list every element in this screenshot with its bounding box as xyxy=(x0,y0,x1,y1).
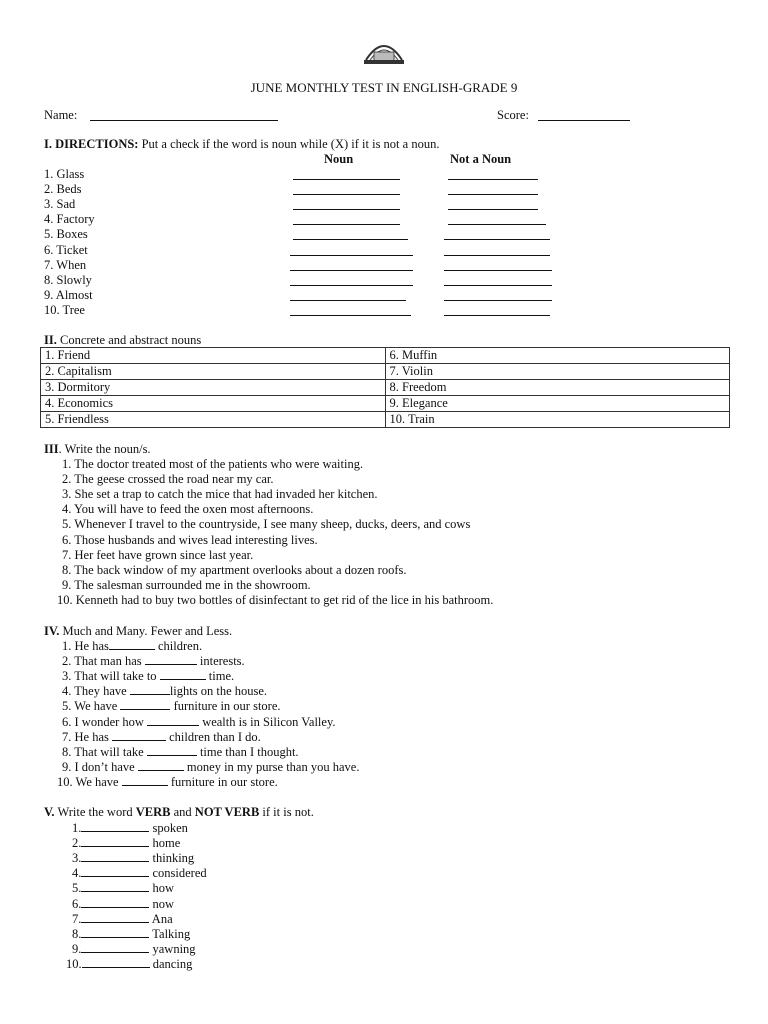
section-5-not-verb: NOT VERB xyxy=(194,805,260,819)
table-cell-left: 1. Friend xyxy=(41,348,386,364)
table-row xyxy=(41,364,730,380)
section-5-text-1: Write the word xyxy=(57,805,136,819)
table-row xyxy=(41,396,730,412)
not-noun-answer-line[interactable] xyxy=(444,239,550,240)
table-row xyxy=(41,380,730,396)
section-3-heading xyxy=(44,442,151,457)
answer-blank[interactable] xyxy=(160,668,206,680)
answer-blank[interactable] xyxy=(147,714,199,726)
section-5-item-word: considered xyxy=(149,866,207,881)
table-cell-right: 6. Muffin xyxy=(385,348,730,364)
noun-answer-line[interactable] xyxy=(290,285,413,286)
section-4-item xyxy=(62,698,281,714)
section-1-item: 5. Boxes xyxy=(44,227,88,242)
section-3-number: III xyxy=(44,442,59,456)
section-1-item: 7. When xyxy=(44,257,87,272)
section-4-item xyxy=(57,774,278,790)
section-3-item: 4. You will have to feed the oxen most afternoons. xyxy=(62,502,314,517)
nouns-table xyxy=(40,347,730,428)
section-5-verb: VERB xyxy=(135,805,171,819)
section-5-item-word: spoken xyxy=(149,821,188,835)
section-2-text: Concrete and abstract nouns xyxy=(59,333,202,347)
section-5-item-word: now xyxy=(149,896,175,911)
answer-blank[interactable] xyxy=(81,835,149,847)
section-4-item-start: 10. We have xyxy=(57,774,122,789)
section-5-item-number: 3. xyxy=(72,851,82,866)
section-1-directions xyxy=(44,137,439,152)
section-5-item xyxy=(72,835,180,851)
noun-answer-line[interactable] xyxy=(293,179,400,180)
noun-answer-line[interactable] xyxy=(293,239,408,240)
score-label: Score: xyxy=(497,108,529,122)
section-1-item: 6. Ticket xyxy=(44,242,88,257)
noun-answer-line[interactable] xyxy=(290,255,413,256)
section-4-item-end: lights on the house. xyxy=(169,684,268,699)
table-row xyxy=(41,412,730,428)
answer-blank[interactable] xyxy=(147,744,197,756)
section-1-item: 8. Slowly xyxy=(44,272,92,287)
table-cell-left: 2. Capitalism xyxy=(41,364,386,380)
answer-blank[interactable] xyxy=(81,941,149,953)
noun-answer-line[interactable] xyxy=(293,224,400,225)
section-1-number: I. DIRECTIONS: xyxy=(44,137,139,151)
column-header-noun: Noun xyxy=(324,152,354,166)
column-header-not-noun: Not a Noun xyxy=(450,152,512,166)
not-noun-answer-line[interactable] xyxy=(448,209,538,210)
noun-answer-line[interactable] xyxy=(293,209,400,210)
section-4-item-start: 6. I wonder how xyxy=(62,714,148,729)
test-title: JUNE MONTHLY TEST IN ENGLISH-GRADE 9 xyxy=(250,80,518,95)
section-4-item-start: 5. We have xyxy=(62,699,121,714)
section-5-text-3: if it is not. xyxy=(259,805,314,819)
section-4-item xyxy=(62,653,245,669)
not-noun-answer-line[interactable] xyxy=(444,300,552,301)
answer-blank[interactable] xyxy=(81,896,149,908)
section-1-item: 9. Almost xyxy=(44,287,93,302)
section-4-number: IV. xyxy=(44,624,60,638)
section-3-item: 5. Whenever I travel to the countryside, I see many sheep, ducks, deers, and cows xyxy=(62,517,471,532)
section-5-item-number: 7. xyxy=(72,911,82,926)
answer-blank[interactable] xyxy=(120,698,170,710)
name-field-line[interactable] xyxy=(90,120,278,121)
section-5-item xyxy=(72,926,190,942)
table-cell-right: 8. Freedom xyxy=(385,380,730,396)
section-1-item: 1. Glass xyxy=(44,167,85,181)
section-5-heading xyxy=(44,805,314,820)
section-5-item-number: 2. xyxy=(72,836,82,851)
section-3-item: 9. The salesman surrounded me in the showroom. xyxy=(62,577,311,592)
section-5-item xyxy=(72,820,188,836)
section-3-text: . Write the noun/s. xyxy=(58,442,151,456)
answer-blank[interactable] xyxy=(81,911,149,923)
section-5-item-word: how xyxy=(149,881,175,896)
section-3-item: 7. Her feet have grown since last year. xyxy=(62,547,254,562)
section-1-item: 2. Beds xyxy=(44,182,82,197)
section-4-item-start: 3. That will take to xyxy=(62,669,160,684)
section-5-item-word: home xyxy=(149,836,181,851)
section-5-item-word: Talking xyxy=(149,926,191,941)
section-1-item: 4. Factory xyxy=(44,212,95,227)
section-4-item xyxy=(62,714,336,730)
section-1-text: Put a check if the word is noun while (X) if it is not a noun. xyxy=(141,137,440,151)
section-5-item-number: 5. xyxy=(72,881,82,896)
section-4-item xyxy=(62,683,267,699)
section-5-item xyxy=(66,956,192,972)
section-4-item-start: 8. That will take xyxy=(62,744,147,759)
section-5-item-word: yawning xyxy=(149,941,196,956)
name-label: Name: xyxy=(44,108,78,122)
answer-blank[interactable] xyxy=(122,774,168,786)
section-4-item-start: 7. He has xyxy=(62,729,112,744)
section-4-item-end: children than I do. xyxy=(166,729,261,744)
answer-blank[interactable] xyxy=(145,653,197,665)
score-field-line[interactable] xyxy=(538,120,630,121)
answer-blank[interactable] xyxy=(81,926,149,938)
table-cell-left: 3. Dormitory xyxy=(41,380,386,396)
section-5-text-2: and xyxy=(170,805,195,819)
answer-blank[interactable] xyxy=(130,683,170,695)
section-1-item: 3. Sad xyxy=(44,197,76,212)
section-5-item-number: 1. xyxy=(72,821,82,835)
section-4-item xyxy=(62,638,202,654)
section-4-item xyxy=(62,744,299,760)
section-4-item-start: 2. That man has xyxy=(62,654,145,669)
section-5-item xyxy=(72,896,174,912)
not-noun-answer-line[interactable] xyxy=(444,270,552,271)
section-3-item: 1. The doctor treated most of the patients who were waiting. xyxy=(62,457,364,471)
answer-blank[interactable] xyxy=(138,759,184,771)
not-noun-answer-line[interactable] xyxy=(448,179,538,180)
table-cell-right: 7. Violin xyxy=(385,364,730,380)
section-5-item-word: Ana xyxy=(149,911,173,926)
section-5-item xyxy=(72,850,194,866)
section-5-item-number: 4. xyxy=(72,866,82,881)
answer-blank[interactable] xyxy=(81,820,149,832)
section-3-item: 6. Those husbands and wives lead interesting lives. xyxy=(62,532,318,547)
section-5-item-number: 8. xyxy=(72,926,82,941)
not-noun-answer-line[interactable] xyxy=(444,255,550,256)
section-3-item: 10. Kenneth had to buy two bottles of disinfectant to get rid of the lice in his bathroom. xyxy=(57,592,494,607)
noun-answer-line[interactable] xyxy=(290,270,413,271)
section-5-item xyxy=(72,941,196,957)
section-5-item-number: 6. xyxy=(72,896,82,911)
section-3-item: 3. She set a trap to catch the mice that had invaded her kitchen. xyxy=(62,487,378,502)
section-4-item-start: 4. They have xyxy=(62,684,130,699)
section-5-item-number: 10. xyxy=(66,956,82,971)
table-cell-left: 4. Economics xyxy=(41,396,386,412)
section-5-item xyxy=(72,865,207,881)
section-4-item-end: children. xyxy=(154,639,203,653)
school-seal-logo xyxy=(362,36,406,66)
answer-blank[interactable] xyxy=(81,850,149,862)
section-5-number: V. xyxy=(44,805,55,819)
answer-blank[interactable] xyxy=(81,880,149,892)
noun-answer-line[interactable] xyxy=(290,315,411,316)
answer-blank[interactable] xyxy=(82,956,150,968)
section-3-item: 8. The back window of my apartment overlooks about a dozen roofs. xyxy=(62,562,407,577)
section-4-item-end: interests. xyxy=(196,654,245,669)
section-4-item-end: time. xyxy=(205,669,235,684)
table-cell-right: 10. Train xyxy=(385,412,730,428)
section-4-item-end: wealth is in Silicon Valley. xyxy=(199,714,336,729)
section-4-item xyxy=(62,729,261,745)
answer-blank[interactable] xyxy=(109,638,155,650)
section-4-item-end: time than I thought. xyxy=(196,744,299,759)
section-5-item xyxy=(72,880,174,896)
noun-answer-line[interactable] xyxy=(290,300,406,301)
table-cell-left: 5. Friendless xyxy=(41,412,386,428)
section-3-item: 2. The geese crossed the road near my car. xyxy=(62,472,274,487)
section-4-item-end: furniture in our store. xyxy=(167,774,278,789)
section-2-heading xyxy=(44,333,201,348)
noun-answer-line[interactable] xyxy=(293,194,400,195)
not-noun-answer-line[interactable] xyxy=(448,224,546,225)
section-4-item-start: 9. I don’t have xyxy=(62,759,138,774)
section-4-heading xyxy=(44,624,232,639)
section-5-item-word: dancing xyxy=(149,956,193,971)
section-4-item xyxy=(62,668,234,684)
section-1-item: 10. Tree xyxy=(44,302,85,317)
section-4-item-start: 1. He has xyxy=(62,639,109,653)
section-5-item-word: thinking xyxy=(149,851,195,866)
table-cell-right: 9. Elegance xyxy=(385,396,730,412)
not-noun-answer-line[interactable] xyxy=(448,194,538,195)
section-4-item xyxy=(62,759,359,775)
section-4-text: Much and Many. Fewer and Less. xyxy=(62,624,233,638)
not-noun-answer-line[interactable] xyxy=(444,285,552,286)
answer-blank[interactable] xyxy=(112,729,166,741)
section-5-item xyxy=(72,911,173,927)
section-4-item-end: money in my purse than you have. xyxy=(183,759,360,774)
section-4-item-end: furniture in our store. xyxy=(170,699,281,714)
answer-blank[interactable] xyxy=(81,865,149,877)
table-row xyxy=(41,348,730,364)
section-2-number: II. xyxy=(44,333,57,347)
not-noun-answer-line[interactable] xyxy=(444,315,550,316)
section-5-item-number: 9. xyxy=(72,941,82,956)
